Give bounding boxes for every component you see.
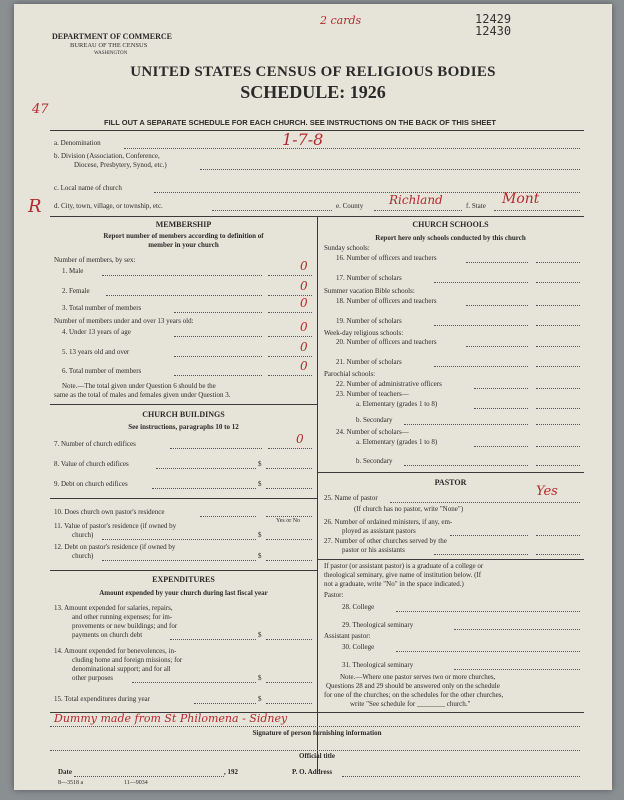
q3-label: 3. Total number of members — [62, 304, 142, 312]
sunday-schools-label: Sunday schools: — [324, 244, 370, 252]
q2-label: 2. Female — [62, 287, 90, 295]
q10-label: 10. Does church own pastor's residence — [54, 508, 165, 516]
q17-label: 17. Number of scholars — [336, 274, 402, 282]
q8-label: 8. Value of church edifices — [54, 460, 129, 468]
q14-label-4: other purposes — [72, 674, 114, 682]
q18-label: 18. Number of officers and teachers — [336, 297, 437, 305]
q8-dollar: $ — [258, 460, 262, 468]
pastor-note-1: Note.—Where one pastor serves two or more churches, — [340, 673, 496, 681]
q5-value[interactable]: 0 — [300, 340, 308, 354]
bureau-heading: BUREAU OF THE CENSUS — [70, 42, 148, 49]
q24-label: 24. Number of scholars— — [336, 428, 409, 436]
q7-label: 7. Number of church edifices — [54, 440, 136, 448]
schools-heading: CHURCH SCHOOLS — [412, 220, 489, 229]
q27-label-2: pastor or his assistants — [342, 546, 405, 554]
city-label: d. City, town, village, or township, etc. — [54, 202, 163, 210]
signature-label: Signature of person furnishing information — [252, 729, 382, 737]
q25-label: 25. Name of pastor — [324, 494, 378, 502]
division-label: b. Division (Association, Conference, — [54, 152, 160, 160]
graduate-note-2: theological seminary, give name of institution below. (If — [324, 571, 482, 579]
q23a-label: a. Elementary (grades 1 to 8) — [356, 400, 438, 408]
instructions-line: FILL OUT A SEPARATE SCHEDULE FOR EACH CHURCH. SEE INSTRUCTIONS ON THE BACK OF THIS SHEET — [104, 118, 496, 127]
q4-value[interactable]: 0 — [300, 320, 308, 334]
q14-label-2: cluding home and foreign missions; for — [72, 656, 183, 664]
q9-dollar: $ — [258, 480, 262, 488]
county-value[interactable]: Richland — [389, 193, 443, 207]
dept-heading: DEPARTMENT OF COMMERCE — [52, 32, 173, 41]
q22-label: 22. Number of administrative officers — [336, 380, 442, 388]
graduate-note-1: If pastor (or assistant pastor) is a graduate of a college or — [324, 562, 484, 570]
membership-intro-1: Report number of members according to definition of — [103, 232, 264, 240]
po-address-label: P. O. Address — [292, 768, 333, 776]
q6-value[interactable]: 0 — [300, 359, 308, 373]
yes-no-hint: Yes or No — [276, 518, 301, 524]
q13-label-3: provements or new buildings; and for — [72, 622, 178, 630]
expenditures-intro: Amount expended by your church during last fiscal year — [99, 589, 268, 597]
pastor-note-3: for one of the churches; on the schedules for the other churches, — [324, 691, 504, 699]
q11-label-2: church) — [72, 531, 94, 539]
q3-value[interactable]: 0 — [300, 296, 308, 310]
schools-intro: Report here only schools conducted by this church — [375, 234, 526, 242]
buildings-heading: CHURCH BUILDINGS — [142, 410, 225, 419]
margin-number: 47 — [32, 102, 49, 117]
pastor-note-2: Questions 28 and 29 should be answered only on the schedule — [326, 682, 500, 690]
q19-label: 19. Number of scholars — [336, 317, 402, 325]
weekday-schools-label: Week-day religious schools: — [324, 329, 404, 337]
cards-note: 2 cards — [320, 14, 362, 27]
q13-label-4: payments on church debt — [72, 631, 143, 639]
division-label-2: Diocese, Presbytery, Synod, etc.) — [74, 161, 167, 169]
q14-label-3: denominational support; and for all — [72, 665, 171, 673]
q31-label: 31. Theological seminary — [342, 661, 414, 669]
q26-label: 26. Number of ordained ministers, if any, em- — [324, 518, 453, 526]
parochial-schools-label: Parochial schools: — [324, 370, 376, 378]
q12-label-2: church) — [72, 552, 94, 560]
q9-label: 9. Debt on church edifices — [54, 480, 128, 488]
year-label: , 192 — [224, 768, 238, 776]
form-number-1: 8—3518 a — [58, 780, 84, 786]
q6-label: 6. Total number of members — [62, 367, 142, 375]
expenditures-heading: EXPENDITURES — [152, 575, 215, 584]
membership-heading: MEMBERSHIP — [155, 220, 212, 229]
q13-dollar: $ — [258, 631, 262, 639]
q25-hint: (If church has no pastor, write "None") — [354, 505, 464, 513]
q14-label: 14. Amount expended for benevolences, in- — [54, 647, 177, 655]
q30-label: 30. College — [342, 643, 375, 651]
q13-label-2: and other running expenses; for im- — [72, 613, 173, 621]
pastor-note-4: write "See schedule for ________ church." — [350, 700, 471, 708]
denomination-value[interactable]: 1-7-8 — [282, 130, 324, 149]
denomination-label: a. Denomination — [54, 139, 101, 147]
q20-label: 20. Number of officers and teachers — [336, 338, 437, 346]
q25-value[interactable]: Yes — [536, 484, 558, 499]
q15-dollar: $ — [258, 695, 262, 703]
form-title: UNITED STATES CENSUS OF RELIGIOUS BODIES — [130, 64, 496, 80]
q2-value[interactable]: 0 — [300, 279, 308, 293]
local-name-label: c. Local name of church — [54, 184, 122, 192]
q1-label: 1. Male — [62, 267, 84, 275]
q27-label: 27. Number of other churches served by the — [324, 537, 447, 545]
q13-label: 13. Amount expended for salaries, repairs, — [54, 604, 173, 612]
q11-dollar: $ — [258, 531, 262, 539]
q5-label: 5. 13 years old and over — [62, 348, 130, 356]
margin-letter-r: R — [28, 196, 42, 217]
q12-label: 12. Debt on pastor's residence (if owned by — [54, 543, 176, 551]
q4-label: 4. Under 13 years of age — [62, 328, 131, 336]
state-label: f. State — [466, 202, 486, 210]
state-value[interactable]: Mont — [502, 191, 540, 207]
q7-value[interactable]: 0 — [296, 432, 304, 446]
official-title-label: Official title — [299, 752, 335, 760]
q26-label-2: ployed as assistant pastors — [342, 527, 416, 535]
membership-note-2: same as the total of males and females given under Question 3. — [54, 391, 231, 399]
census-schedule-sheet — [14, 4, 612, 790]
graduate-note-3: not a graduate, write "No" in the space indicated.) — [324, 580, 464, 588]
pastor-heading: PASTOR — [434, 478, 467, 487]
summer-schools-label: Summer vacation Bible schools: — [324, 287, 415, 295]
date-label: Date — [58, 768, 72, 776]
q1-value[interactable]: 0 — [300, 259, 308, 273]
q21-label: 21. Number of scholars — [336, 358, 402, 366]
q23-label: 23. Number of teachers— — [336, 390, 409, 398]
schedule-title: SCHEDULE: 1926 — [240, 82, 386, 102]
city-heading: WASHINGTON — [94, 51, 128, 56]
members-by-age: Number of members under and over 13 years old: — [54, 317, 194, 325]
stamp-number-1: 12429 — [475, 12, 512, 26]
assistant-sub-label: Assistant pastor: — [324, 632, 371, 640]
q16-label: 16. Number of officers and teachers — [336, 254, 437, 262]
q23b-label: b. Secondary — [356, 416, 393, 424]
buildings-intro: See instructions, paragraphs 10 to 12 — [128, 423, 239, 431]
stamp-number-2: 12430 — [475, 24, 512, 38]
members-by-sex: Number of members, by sex: — [54, 256, 136, 264]
q14-dollar: $ — [258, 674, 262, 682]
membership-note-1: Note.—The total given under Question 6 should be the — [62, 382, 216, 390]
signature-handwriting[interactable]: Dummy made from St Philomena - Sidney — [54, 712, 288, 725]
membership-intro-2: member in your church — [148, 241, 219, 249]
county-label: e. County — [336, 202, 364, 210]
q24a-label: a. Elementary (grades 1 to 8) — [356, 438, 438, 446]
q11-label: 11. Value of pastor's residence (if owned by — [54, 522, 177, 530]
q28-label: 28. College — [342, 603, 375, 611]
q12-dollar: $ — [258, 552, 262, 560]
q29-label: 29. Theological seminary — [342, 621, 414, 629]
form-number-2: 11—9034 — [124, 780, 148, 786]
q24b-label: b. Secondary — [356, 457, 393, 465]
q15-label: 15. Total expenditures during year — [54, 695, 150, 703]
pastor-sub-label: Pastor: — [324, 591, 344, 599]
